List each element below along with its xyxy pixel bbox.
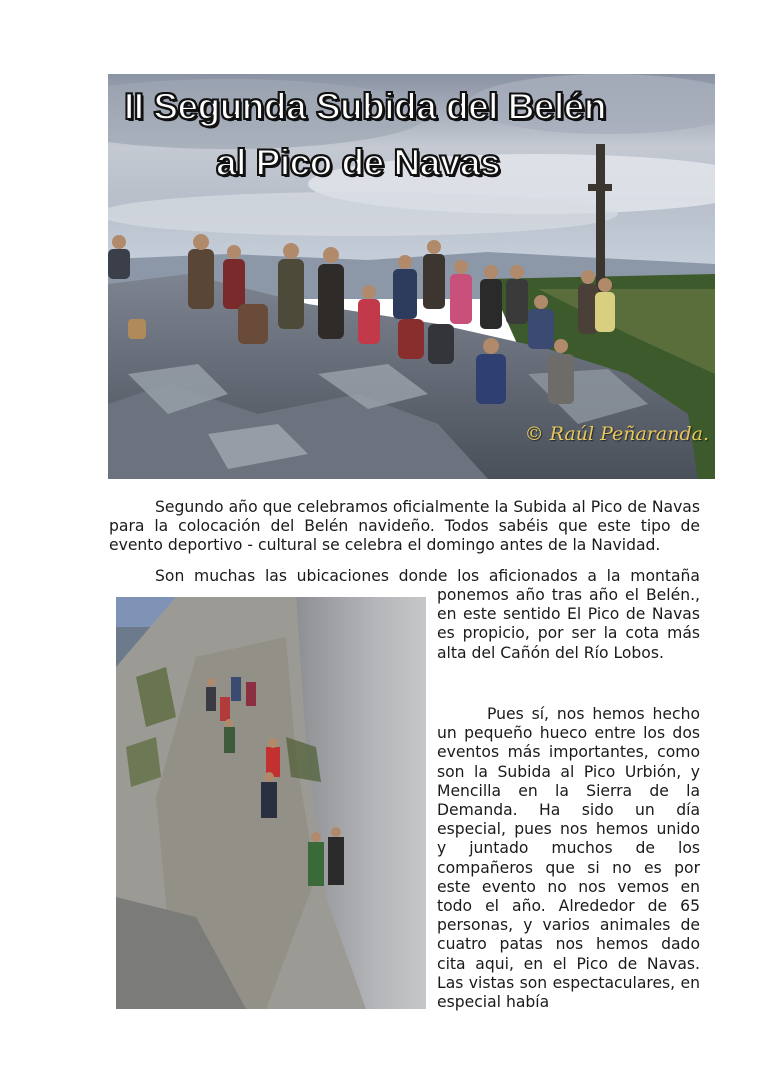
title-line-2: al Pico de Navas	[216, 142, 501, 183]
hikers-path-photo	[116, 597, 426, 1009]
paragraph-3: Pues sí, nos hemos hecho un pequeño hueco entre los dos eventos más importantes, como son la Subida al Pico Urbión, y Mencilla en la Sierra de la Demanda. Ha sido un día especial, pues nos hemos unido y juntado muchos de los compañeros que si no es por este evento no nos vemos en todo el año. Alrededor de 65 personas, y varios animales de cuatro patas nos hemos dado cita aqui, en el Pico de Navas. Las vistas son espectaculares, en especial había	[437, 705, 700, 1012]
summit-photo-graphic	[108, 74, 715, 479]
paragraph-2-first-line: Son muchas las ubicaciones donde los aficionados a la montaña	[155, 567, 700, 585]
summit-group-photo	[108, 74, 715, 479]
hikers-photo-graphic	[116, 597, 426, 1009]
photo-watermark: © Raúl Peñaranda.	[524, 423, 709, 445]
title-line-1: II Segunda Subida del Belén	[124, 86, 606, 127]
intro-paragraph: Segundo año que celebramos oficialmente la Subida al Pico de Navas para la colocación del Belén navideño. Todos sabéis que este tipo de evento deportivo - cultural se celebra el domingo antes de la Navidad.	[109, 498, 700, 555]
paragraph-2-continuation: ponemos año tras año el Belén., en este sentido El Pico de Navas es propicio, por ser la cota más alta del Cañón del Río Lobos.	[437, 586, 700, 662]
